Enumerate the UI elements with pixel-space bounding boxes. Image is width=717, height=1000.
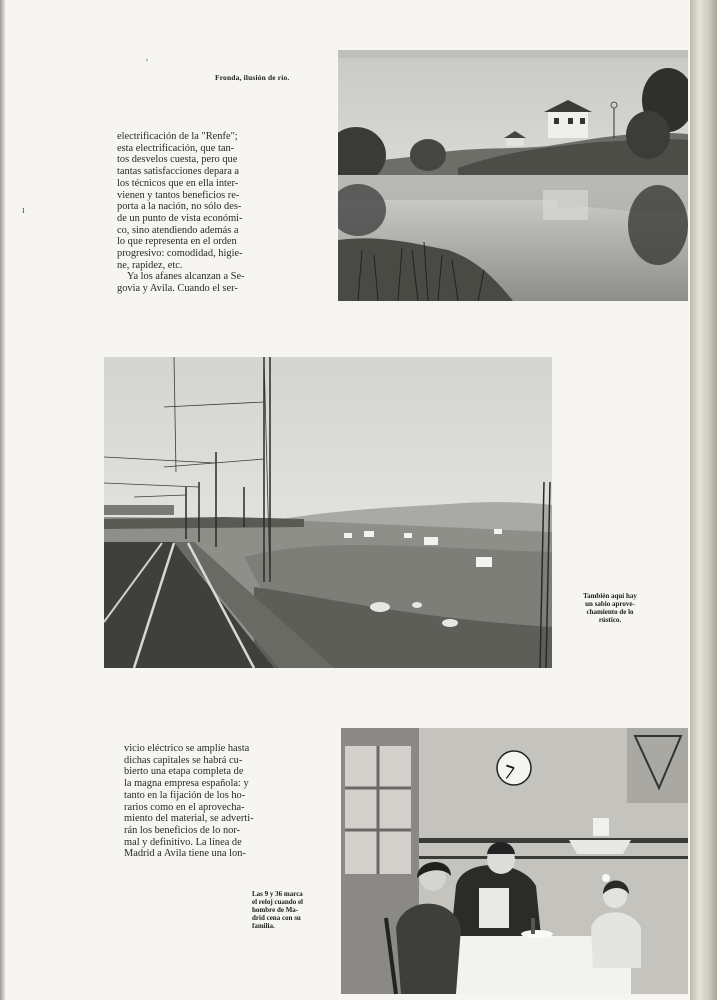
railway-photo-caption — [570, 592, 650, 624]
text-line: esta electrificación, que tan- — [117, 142, 235, 154]
text-line: Ya los afanes alcanzan a Se- — [127, 271, 245, 283]
ink-mark: ı — [22, 205, 25, 216]
text-line: vienen y tantos beneficios re- — [117, 189, 240, 201]
text-line: porta a la nación, no sólo des- — [117, 201, 242, 213]
ink-mark: ′ — [146, 58, 149, 69]
text-line: progresivo: comodidad, higie- — [117, 248, 243, 260]
caption-line: un sabio aprove- — [585, 600, 635, 608]
dining-photo-caption — [252, 890, 334, 930]
text-line: Madrid a Avila tiene una lon- — [124, 848, 246, 860]
river-photo — [338, 50, 688, 301]
text-line: rán los beneficios de lo nor- — [124, 824, 241, 836]
caption-line: Las 9 y 36 marca — [252, 890, 303, 898]
text-line: de un punto de vista económi- — [117, 212, 243, 224]
text-line: tantas satisfacciones depara a — [117, 166, 240, 178]
caption-line: chamiento de lo — [586, 608, 634, 616]
article-column-1 — [117, 131, 277, 295]
river-photo-caption: Fronda, ilusión de río. — [215, 73, 290, 82]
text-line: vicio eléctrico se amplíe hasta — [124, 743, 250, 754]
page-edge — [690, 0, 717, 1000]
text-line: ne, rapidez, etc. — [117, 259, 183, 271]
text-line: lo que representa en el orden — [117, 236, 237, 248]
text-line: los técnicos que en ella inter- — [117, 177, 239, 189]
caption-line: También aquí hay — [583, 592, 637, 600]
caption-line: el reloj cuando el — [252, 898, 304, 906]
railway-photo — [104, 357, 552, 668]
text-line: tanto en la fijación de los ho- — [124, 789, 246, 801]
text-line: electrificación de la "Renfe"; — [117, 131, 238, 142]
text-line: mal y definitivo. La línea de — [124, 836, 242, 848]
caption-line: drid cena con su — [252, 914, 301, 922]
text-line: la magna empresa española: y — [124, 778, 249, 790]
text-line: govia y Avila. Cuando el ser- — [117, 283, 238, 295]
text-line: dichas capitales se habrá cu- — [124, 754, 243, 766]
text-line: rarios como en el aprovecha- — [124, 801, 245, 813]
dining-photo — [341, 728, 688, 994]
caption-line: rústico. — [598, 616, 622, 624]
article-column-2 — [124, 743, 272, 860]
caption-line: hombre de Ma- — [252, 906, 299, 914]
text-line: bierto una etapa completa de — [124, 766, 244, 778]
caption-line: familia. — [252, 922, 275, 930]
binding-shadow — [0, 0, 6, 1000]
text-line: tos desvelos cuesta, pero que — [117, 154, 238, 166]
text-line: miento del material, se adverti- — [124, 813, 254, 825]
text-line: co, sino atendiendo además a — [117, 224, 239, 236]
